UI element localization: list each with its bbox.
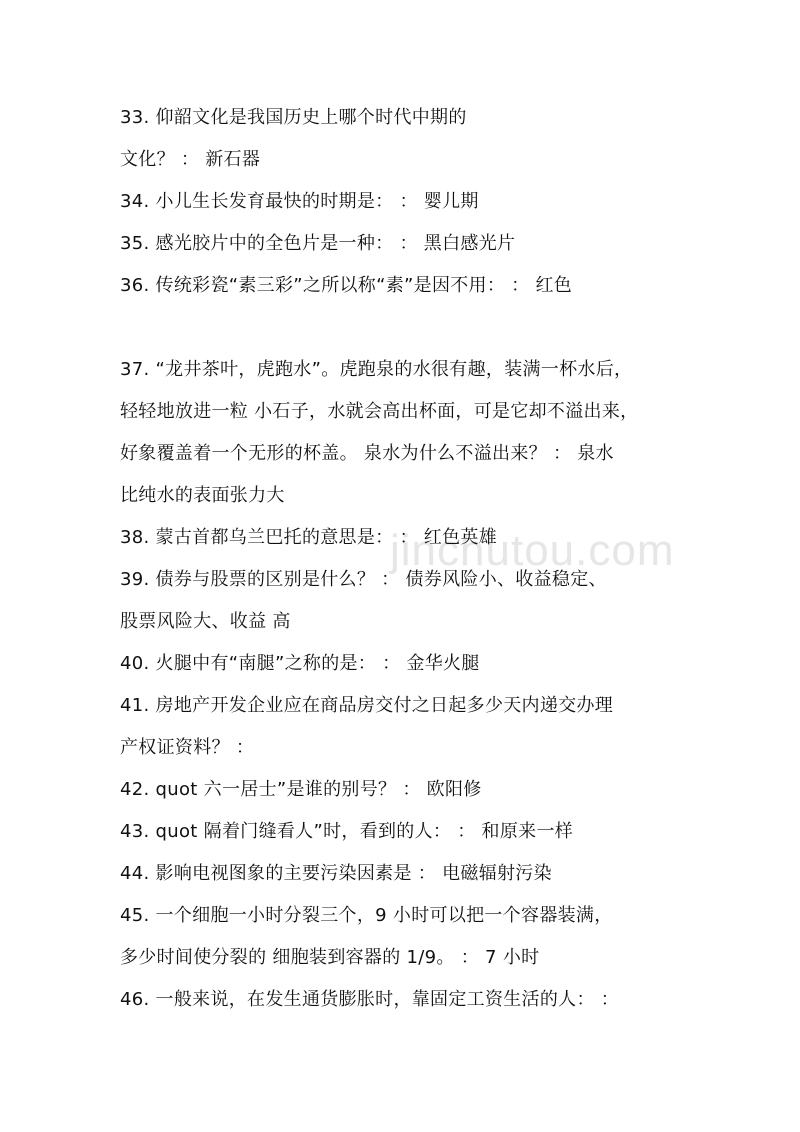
q35-line: 35. 感光胶片中的全色片是一种： ： 黑白感光片 xyxy=(120,233,516,254)
q34-line: 34. 小儿生长发育最快的时期是： ： 婴儿期 xyxy=(120,191,479,212)
q43-line: 43. quot 隔着门缝看人”时，看到的人： ： 和原来一样 xyxy=(120,821,574,842)
q33-line-1: 33. 仰韶文化是我国历史上哪个时代中期的 xyxy=(120,107,467,128)
q42-line: 42. quot 六一居士”是谁的别号？ ： 欧阳修 xyxy=(120,779,482,800)
q38-line: 38. 蒙古首都乌兰巴托的意思是： ： 红色英雄 xyxy=(120,527,497,548)
watermark: jinchutou.com xyxy=(390,526,675,575)
q37-line-1: 37. “龙井茶叶，虎跑水”。虎跑泉的水很有趣，装满一杯水后， xyxy=(120,359,633,380)
q37-line-2: 轻轻地放进一粒 小石子，水就会高出杯面，可是它却不溢出来， xyxy=(120,401,639,422)
q33-line-2: 文化？ ： 新石器 xyxy=(120,149,261,170)
q41-line-1: 41. 房地产开发企业应在商品房交付之日起多少天内递交办理 xyxy=(120,695,614,716)
q46-line: 46. 一般来说，在发生通货膨胀时，靠固定工资生活的人： ： xyxy=(120,989,620,1010)
q39-line-1: 39. 债券与股票的区别是什么？ ： 债券风险小、收益稳定、 xyxy=(120,569,607,590)
q39-line-2: 股票风险大、收益 高 xyxy=(120,611,291,632)
q41-line-2: 产权证资料？ ： xyxy=(120,737,255,758)
q40-line: 40. 火腿中有“南腿”之称的是： ： 金华火腿 xyxy=(120,653,480,674)
q37-line-3: 好象覆盖着一个无形的杯盖。 泉水为什么不溢出来？ ： 泉水 xyxy=(120,443,614,464)
q37-line-4: 比纯水的表面张力大 xyxy=(120,485,285,506)
q45-line-2: 多少时间使分裂的 细胞装到容器的 1/9。 ： 7 小时 xyxy=(120,947,540,968)
q45-line-1: 45. 一个细胞一小时分裂三个，9 小时可以把一个容器装满， xyxy=(120,905,613,926)
q36-line: 36. 传统彩瓷“素三彩”之所以称“素”是因不用： ： 红色 xyxy=(120,275,573,296)
q44-line: 44. 影响电视图象的主要污染因素是 ： 电磁辐射污染 xyxy=(120,863,552,884)
